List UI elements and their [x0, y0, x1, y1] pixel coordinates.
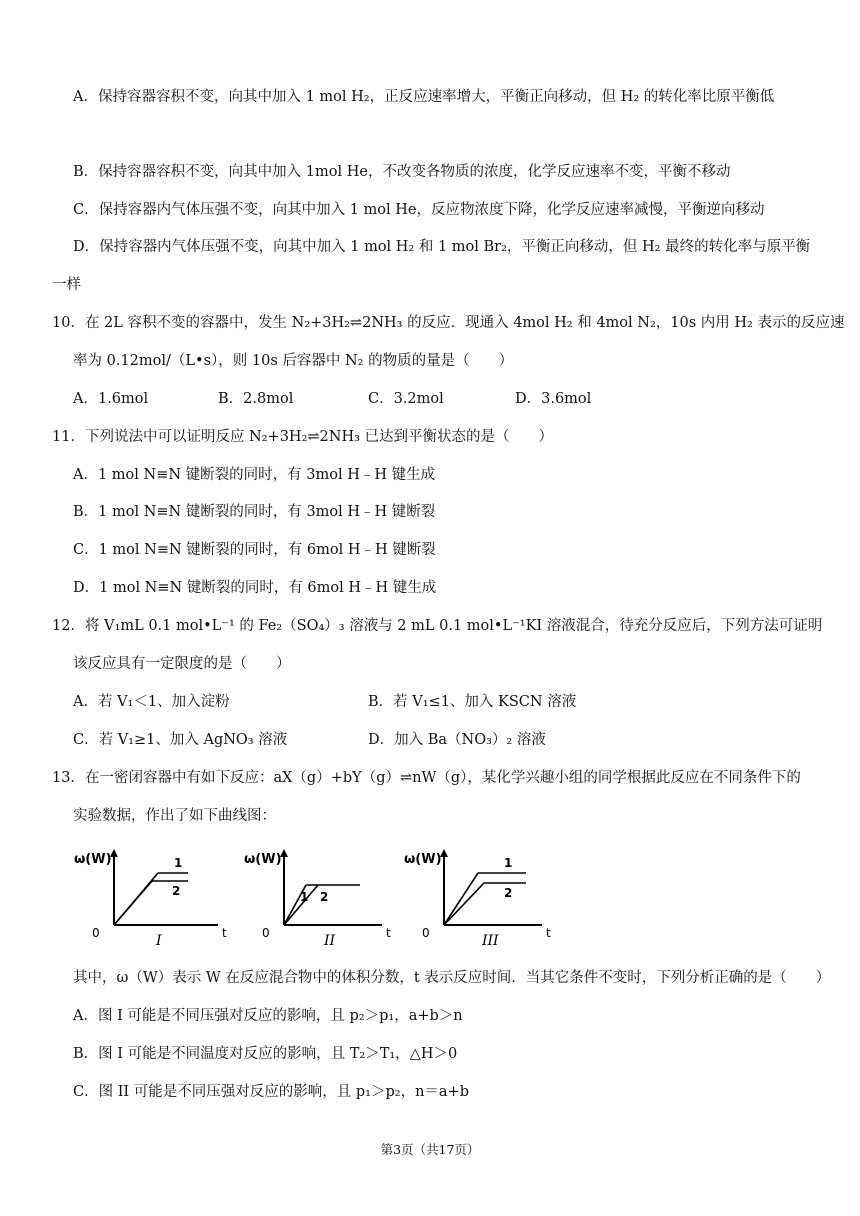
q11-option-b: B．1 mol N≡N 键断裂的同时，有 3mol H﹣H 键断裂: [73, 504, 436, 520]
graph-i-ylabel: ω(W): [74, 852, 112, 867]
graph-i-label-2: 2: [172, 884, 181, 898]
q11-stem: 11．下列说法中可以证明反应 N₂+3H₂⇌2NH₃ 已达到平衡状态的是（ ）: [52, 429, 554, 445]
q9-option-b: B．保持容器容积不变，向其中加入 1mol He，不改变各物质的浓度，化学反应速率不变，平衡不移动: [73, 164, 731, 180]
graph-i-label-1: 1: [174, 856, 183, 870]
q13-option-b: B．图 I 可能是不同温度对反应的影响，且 T₂＞T₁，△H＞0: [73, 1046, 458, 1062]
q13-option-c: C．图 II 可能是不同压强对反应的影响，且 p₁＞p₂，n＝a+b: [73, 1084, 469, 1100]
graph-ii: [240, 845, 410, 950]
graph-ii-label-1: 1: [300, 890, 309, 904]
q12-option-a: A．若 V₁＜1、加入淀粉: [73, 694, 230, 710]
q12-option-c: C．若 V₁≥1、加入 AgNO₃ 溶液: [73, 732, 288, 748]
graph-i-title: I: [156, 933, 162, 949]
q10-option-c: C．3.2mol: [368, 391, 444, 407]
q9-option-d-line1: D．保持容器内气体压强不变，向其中加入 1 mol H₂ 和 1 mol Br₂，平衡正向移动，但 H₂ 最终的转化率与原平衡: [73, 239, 811, 255]
graph-ii-label-2: 2: [320, 890, 329, 904]
q13-stem-line1: 13．在一密闭容器中有如下反应：aX（g）+bY（g）⇌nW（g），某化学兴趣小组的同学根据此反应在不同条件下的: [52, 770, 801, 786]
graph-iii-curve-1: [444, 873, 478, 925]
q13-stem-line2: 实验数据，作出了如下曲线图：: [73, 808, 276, 824]
graph-ii-xlabel: t: [386, 926, 391, 940]
graph-i-origin: 0: [92, 926, 100, 940]
q12-option-d: D．加入 Ba（NO₃）₂ 溶液: [368, 732, 546, 748]
q12-stem-line1: 12．将 V₁mL 0.1 mol•L⁻¹ 的 Fe₂（SO₄）₃ 溶液与 2 mL 0.1 mol•L⁻¹KI 溶液混合，待充分反应后，下列方法可证明: [52, 618, 823, 634]
graph-ii-origin: 0: [262, 926, 270, 940]
graph-iii-xlabel: t: [546, 926, 551, 940]
q9-option-c: C．保持容器内气体压强不变，向其中加入 1 mol He，反应物浓度下降，化学反应速率减慢，平衡逆向移动: [73, 202, 765, 218]
q10-stem-line1: 10．在 2L 容积不变的容器中，发生 N₂+3H₂⇌2NH₃ 的反应．现通入 4mol H₂ 和 4mol N₂，10s 内用 H₂ 表示的反应速: [52, 315, 845, 331]
q11-option-c: C．1 mol N≡N 键断裂的同时，有 6mol H﹣H 键断裂: [73, 542, 436, 558]
graph-ii-ylabel: ω(W): [244, 852, 282, 867]
graph-iii-label-1: 1: [504, 856, 513, 870]
q12-stem-line2: 该反应具有一定限度的是（ ）: [73, 656, 291, 672]
page-footer: 第3页（共17页）: [380, 1142, 480, 1157]
graph-iii-label-2: 2: [504, 886, 513, 900]
graph-iii-curve-2: [444, 883, 484, 925]
q10-stem-line2: 率为 0.12mol/（L•s），则 10s 后容器中 N₂ 的物质的量是（ ）: [73, 353, 514, 369]
graph-ii-title: II: [324, 933, 336, 949]
q11-option-a: A．1 mol N≡N 键断裂的同时，有 3mol H﹣H 键生成: [73, 467, 436, 483]
graph-iii-ylabel: ω(W): [404, 852, 442, 867]
q9-option-d-line2: 一样: [52, 277, 81, 293]
graph-i: [70, 845, 240, 950]
graph-iii-origin: 0: [422, 926, 430, 940]
graph-i-curve-2: [114, 881, 152, 925]
q13-option-a: A．图 I 可能是不同压强对反应的影响，且 p₂＞p₁，a+b＞n: [73, 1008, 463, 1024]
q13-description: 其中，ω（W）表示 W 在反应混合物中的体积分数，t 表示反应时间．当其它条件不变时，下列分析正确的是（ ）: [73, 970, 831, 986]
q9-option-a: A．保持容器容积不变，向其中加入 1 mol H₂，正反应速率增大，平衡正向移动，但 H₂ 的转化率比原平衡低: [73, 89, 775, 105]
q10-option-d: D．3.6mol: [515, 391, 592, 407]
graph-iii: [400, 845, 570, 950]
q11-option-d: D．1 mol N≡N 键断裂的同时，有 6mol H﹣H 键生成: [73, 580, 437, 596]
graph-iii-title: III: [482, 933, 499, 949]
graph-i-xlabel: t: [222, 926, 227, 940]
q10-option-b: B．2.8mol: [218, 391, 294, 407]
q10-option-a: A．1.6mol: [73, 391, 149, 407]
q12-option-b: B．若 V₁≤1、加入 KSCN 溶液: [368, 694, 577, 710]
